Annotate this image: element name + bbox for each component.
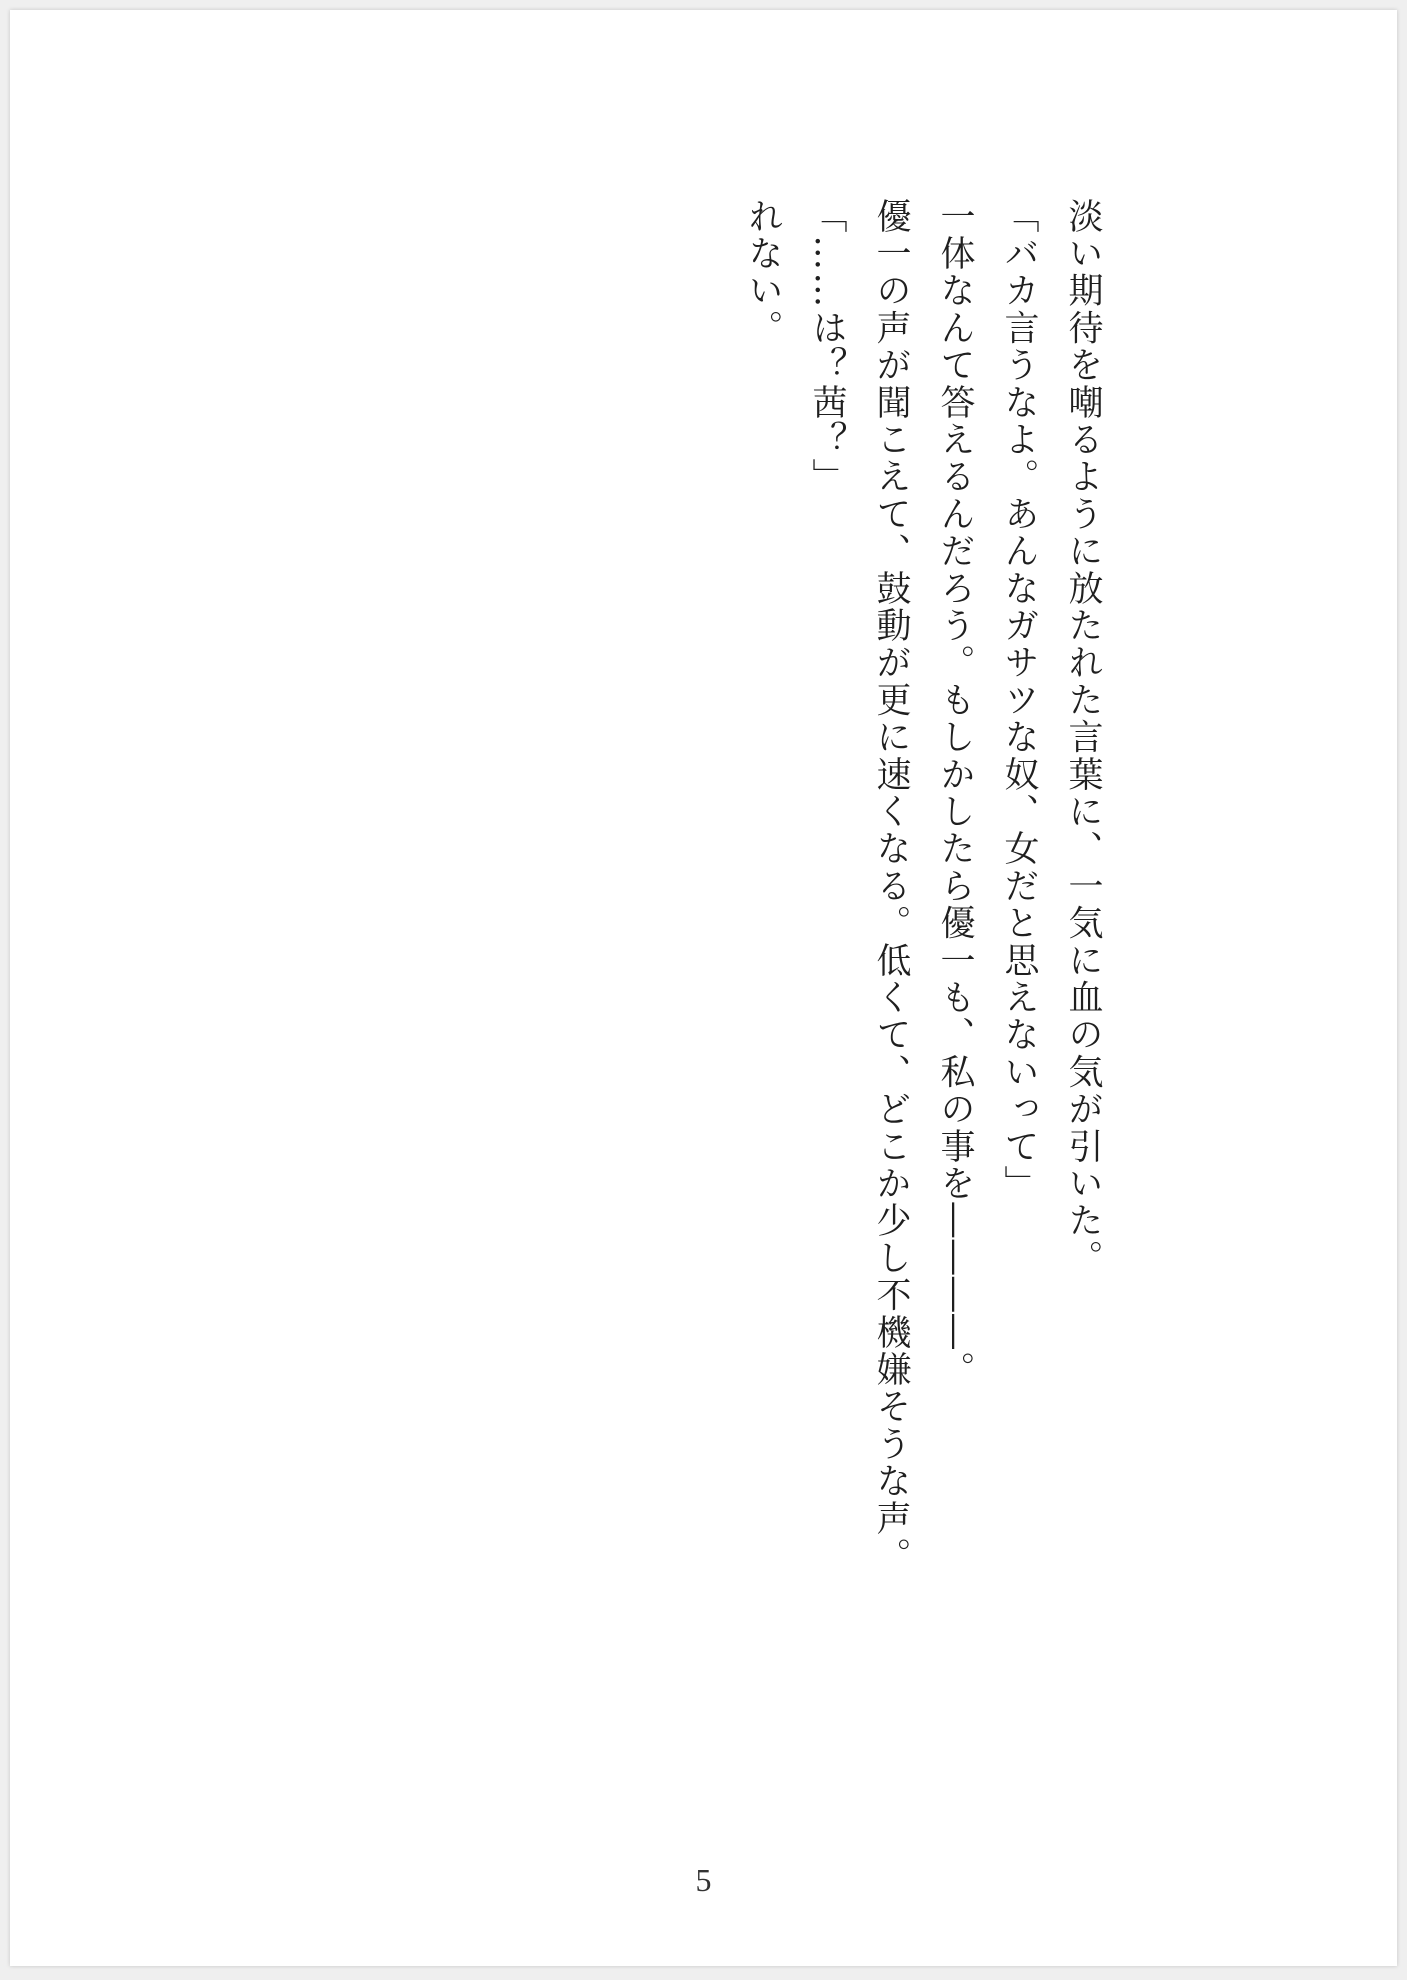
paragraph: 「バカ言うなよ。あんなガサツな奴、女だと思えないって」 [999, 198, 1039, 1203]
paragraph: 「……は？茜？」 [807, 198, 847, 496]
page-number: 5 [695, 1862, 712, 1898]
vertical-text-body [115, 198, 1115, 1838]
paragraph: 優一の声が聞こえて、鼓動が更に速くなる。低くて、どこか少し不機嫌そうな声。 [871, 198, 911, 1575]
paragraph: れない。 [743, 198, 783, 347]
paragraph: 一体なんて答えるんだろう。もしかしたら優一も、私の事を――――。 [935, 198, 975, 1389]
paragraph: 淡い期待を嘲るように放たれた言葉に、一気に血の気が引いた。 [1063, 198, 1103, 1277]
page-sheet [10, 10, 1397, 1966]
